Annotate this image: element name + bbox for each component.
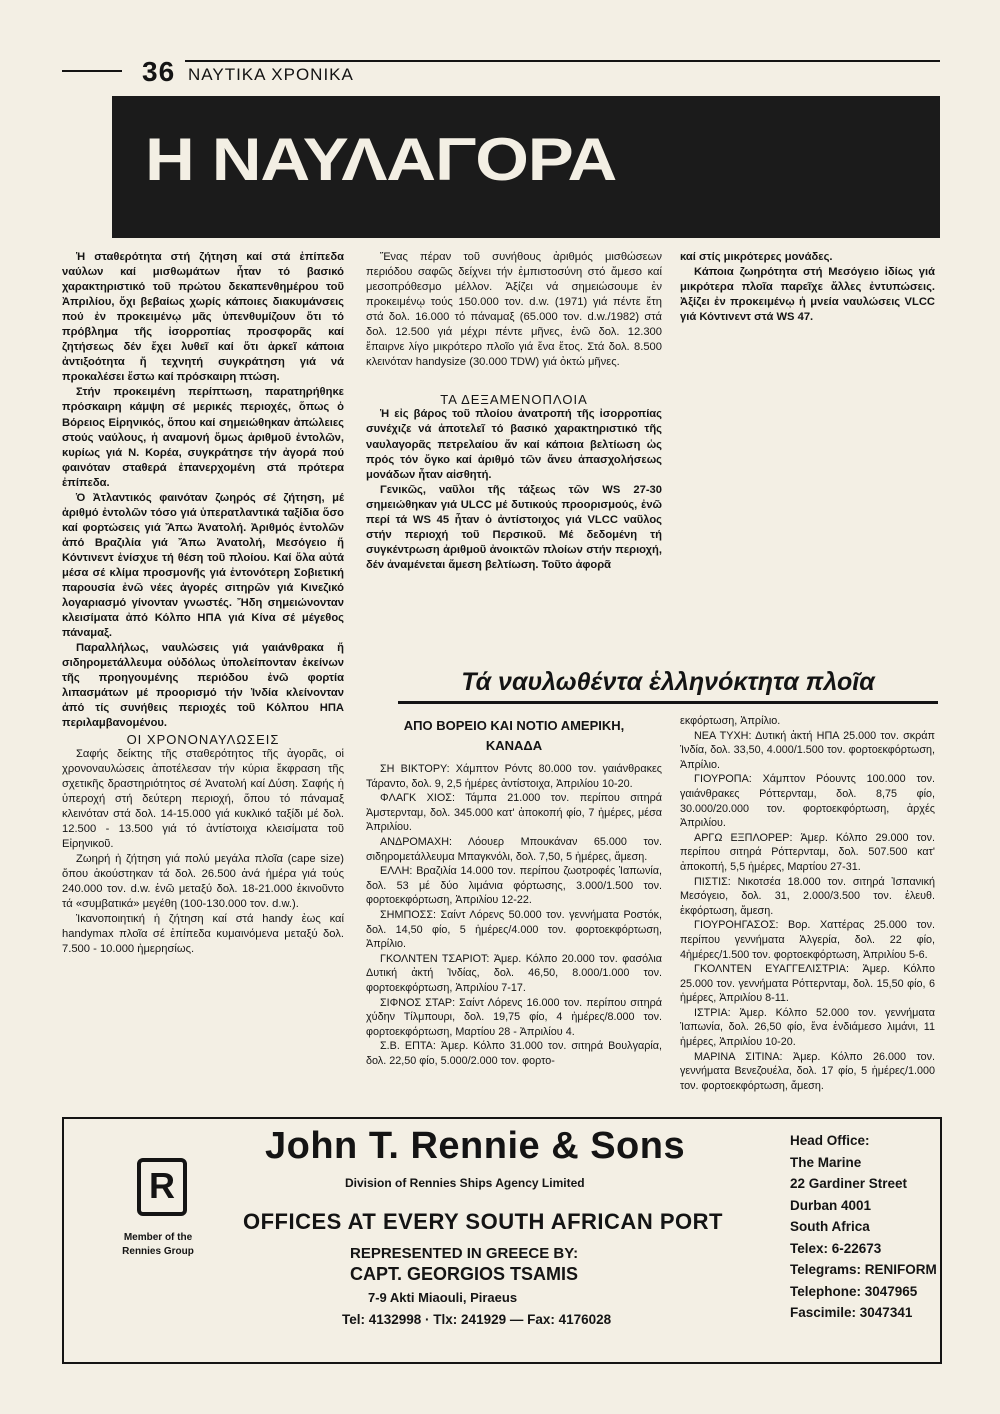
represented-line: REPRESENTED IN GREECE BY: bbox=[350, 1245, 579, 1262]
fixture-entry: ΓΚΟΛΝΤΕΝ ΕΥΑΓΓΕΛΙΣΤΡΙΑ: Ἀμερ. Κόλπο 25.000 τον. γεννήματα Ρόττερνταμ, δολ. 15,50 φίο, 6 ἡμέρες, Ἀπριλίου 8-11. bbox=[680, 963, 935, 1005]
col2-paragraph: Ἡ εἰς βάρος τοῦ πλοίου ἀνατροπή τῆς ἰσορροπίας συνέχιζε νά ἀποτελεῖ τό βασικό χαρακτηριστικό τῆς ναυλαγορᾶς πετρελαίου ἄν καί κάποια βελτίωση ὡς πρός τόν ὄγκο καί ἀριθμό τῶν ἄνευ ἀπασχολήσεως μονάδων ἦταν αἰσθητή. bbox=[366, 408, 662, 481]
division-line: Division of Rennies Ships Agency Limited bbox=[345, 1176, 585, 1190]
magazine-name: ΝΑΥΤΙΚΑ ΧΡΟΝΙΚΑ bbox=[188, 65, 354, 84]
head-office-line: South Africa bbox=[790, 1219, 870, 1234]
fixtures-title-underline bbox=[398, 701, 938, 704]
col1-heading: ΟΙ ΧΡΟΝΟΝΑΥΛΩΣΕΙΣ bbox=[126, 731, 280, 747]
fixture-entry: ΦΛΑΓΚ ΧΙΟΣ: Τάμπα 21.000 τον. περίπου σιτηρά Ἀμστερνταμ, δολ. 345.000 κατ' ἀποκοπή φίο, 7 ἡμέρες, μέσα Ἀπριλίου. bbox=[366, 792, 662, 834]
page-number: 36 bbox=[142, 56, 176, 87]
fixture-entry: ΜΑΡΙΝΑ ΣΙΤΙΝΑ: Ἀμερ. Κόλπο 26.000 τον. γεννήματα Βενεζουέλα, δολ. 17 φίο, 5 ἡμέρες/1.000 τον. φορτοεκφόρτωση, ἄμεση. bbox=[680, 1050, 935, 1092]
fixture-entry: ΑΝΔΡΟΜΑΧΗ: Λόουερ Μπουκάναν 65.000 τον. σιδηρομετάλλευμα Μπαγκνόλι, δολ. 7,50, 5 ἡμέρες, ἄμεση. bbox=[366, 835, 662, 863]
fixtures-section-heading bbox=[366, 716, 662, 756]
fixtures-right-column bbox=[680, 714, 935, 1093]
fixture-entry: ΣΗ ΒΙΚΤΟΡΥ: Χάμπτον Ρόντς 80.000 τον. γαιάνθρακες Τάραντο, δολ. 9, 2,5 ἡμέρες ἀντίστοιχα, Ἀπριλίου 10-20. bbox=[366, 763, 662, 790]
member-line-2: Rennies Group bbox=[122, 1246, 194, 1257]
fixture-entry: ΑΡΓΩ ΕΞΠΛΟΡΕΡ: Ἀμερ. Κόλπο 29.000 τον. περίπου σιτηρά Ρόττερνταμ, δολ. 507.500 κατ' ἀποκοπή, 5,5 ἡμέρες, Μαρτίου 27-31. bbox=[680, 831, 935, 873]
fixture-entry: εκφόρτωση, Ἀπρίλιο. bbox=[680, 715, 781, 727]
representative-name: CAPT. GEORGIOS TSAMIS bbox=[350, 1264, 579, 1284]
head-office-line: 22 Gardiner Street bbox=[790, 1176, 908, 1191]
fixtures-heading-line2: ΚΑΝΑΔΑ bbox=[485, 738, 543, 753]
fixture-entry: ΓΙΟΥΡΟΠΑ: Χάμπτον Ρόουντς 100.000 τον. γαιάνθρακες Ρόττερνταμ, δολ. 8,75 φίο, 30.000/20.000 τον. φορτοεκφόρτωση, ἀρχές Ἀπριλίου. bbox=[680, 773, 935, 830]
head-office-line: Telephone: 3047965 bbox=[790, 1283, 918, 1299]
col2-paragraph: Ἕνας πέραν τοῦ συνήθους ἀριθμός μισθώσεων περιόδου σαφῶς δείχνει τήν ἐμπιστοσύνη στό ἄμεσο καί μεσοπρόθεσμο μέλλον. Ἀξίζει νά σημειώσουμε ἐν προκειμένῳ τούς 150.000 τον. d.w. (1971) γιά πέντε ἔτη στά δολ. 16.000 τό πάναμαξ (65.000 τον. d.w./1982) στά δολ. 12.500 γιά μέχρι πέντε μῆνες, ἐνῶ δολ. 12.300 ἔπαιρνε λίγο μικρότερο πλοῖο γιά ἕνα ἔτος. Στά δολ. 8.500 κλεινόταν handysize (30.000 TDW) γιά ὀκτώ μῆνες. bbox=[366, 251, 662, 369]
fixture-entry: ΣΗΜΠΟΣΣ: Σαίντ Λόρενς 50.000 τον. γεννήματα Ροστόκ, δολ. 14,50 φίο, 5 ἡμέρες/4.000 τον. φορτοεκφόρτωση, Ἀπρίλιο. bbox=[366, 908, 662, 951]
col1-paragraph: Ἱκανοποιητική ἡ ζήτηση καί στά handy ἐως καί handymax πλοῖα σέ ἐπίπεδα κυμαινόμενα μεταξύ δολ. 7.500 - 10.000 ἡμερησίως. bbox=[62, 913, 344, 956]
header-rule-left bbox=[62, 70, 122, 72]
head-office-block bbox=[790, 1130, 937, 1324]
col1-paragraph: Ὁ Ἀτλαντικός φαινόταν ζωηρός σέ ζήτηση, μέ ἀριθμό ἐντολῶν τόσο γιά ὑπερατλαντικά ταξίδια ὅσο καί φορτώσεις γιά Ἄπω Ἀνατολή. Ἀριθμός ἐντολῶν ἀπό Βραζιλία γιά Ἄπω Ἀνατολή, Μεσόγειο ἤ Κόντινεντ ἐνίσχυε τή θέση τοῦ πλοίου. Καί ὅλα αὐτά μέσα σέ κλίμα προσμονῆς γιά ἐντονότερη Σοβιετική παρουσία ἐνῶ νέες ἀγορές σιτηρῶν γιά Κινεζικό λογαριασμό γίνονταν γνωστές. Ἤδη σημειώνονταν κλεισίματα ἀπό Κόλπο ΗΠΑ γιά Κίνα σέ μέγεθος πάναμαξ. bbox=[62, 491, 344, 640]
fixture-entry: ΙΣΤΡΙΑ: Ἀμερ. Κόλπο 52.000 τον. γεννήματα Ἰαπωνία, δολ. 26,50 φίο, ἕνα ἐνδιάμεσο λιμάνι, 11 ἡμέρες, Ἀπριλίου 10-20. bbox=[680, 1006, 935, 1049]
head-office-line: Telegrams: RENIFORM bbox=[790, 1262, 937, 1277]
fixtures-left-column bbox=[366, 762, 662, 1068]
article-column-3 bbox=[680, 250, 935, 325]
col1-paragraph: Σαφής δείκτης τῆς σταθερότητος τῆς ἀγορᾶς, οἱ χρονοναυλώσεις ἀποτέλεσαν τήν κύρια ἔκφραση τῆς σχετικῆς δραστηριότητος σέ Ἀνατολή καί Δύση. Σαφής ἡ ὑπεροχή στή δεύτερη περιοχή, ὅπου τό πάναμαξ κλεινόταν στά δολ. 14-15.000 γιά κυκλικό ταξίδι μέ δολ. 12.500 - 13.500 γιά τό ἀντίστοιχα κλεισίματα τοῦ Εἰρηνικοῦ. bbox=[62, 747, 344, 850]
article-column-1 bbox=[62, 250, 344, 957]
head-office-line: Telex: 6-22673 bbox=[790, 1240, 882, 1256]
col2-heading: ΤΑ ΔΕΞΑΜΕΝΟΠΛΟΙΑ bbox=[440, 392, 588, 408]
fixture-entry: ΠΙΣΤΙΣ: Νικοτσέα 18.000 τον. σιτηρά Ἰσπανική Μεσόγειο, δολ. 31, 2.000/3.500 τον. ἐλευθ. ἐκφόρτωση, ἄμεση. bbox=[680, 875, 935, 917]
fixture-entry: ΓΙΟΥΡΟΗΓΑΣΟΣ: Βορ. Χαττέρας 25.000 τον. περίπου γεννήματα Ἀλγερία, δολ. 22 φίο, 4ἡμέρες/1.500 τον. φορτοεκφόρτωση, Ἀπριλίου 5-6. bbox=[680, 919, 935, 961]
representative-address: 7-9 Akti Miaouli, Piraeus bbox=[368, 1290, 518, 1305]
head-office-line: Fascimile: 3047341 bbox=[790, 1305, 913, 1320]
fixture-entry: ΓΚΟΛΝΤΕΝ ΤΣΑΡΙΟΤ: Ἀμερ. Κόλπο 20.000 τον. φασόλια Δυτική ἀκτή Ἰνδίας, δολ. 46,50, 8.000/1.000 τον. φορτοεκφόρτωση, Ἀπριλίου 7-17. bbox=[366, 952, 662, 994]
fixture-entry: Σ.Β. ΕΠΤΑ: Ἀμερ. Κόλπο 31.000 τον. σιτηρά Βουλγαρία, δολ. 22,50 φίο, 5.000/2.000 τον. φορτο- bbox=[366, 1040, 662, 1067]
col2-paragraph: Γενικῶς, ναῦλοι τῆς τάξεως τῶν WS 27-30 σημειώθηκαν γιά ULCC μέ δυτικούς προορισμούς, ἐνῶ περί τά WS 45 ἦταν ὁ ἀντίστοιχος γιά VLCC ναῦλος στήν περιοχή τοῦ Περσικοῦ. Μέ δεδομένη τή συγκέντρωση ἀριθμοῦ ἀνοικτῶν πλοίων στήν περιοχή, δέν ἀναμένεται ἄμεση βελτίωση. Τοῦτο ἀφορᾶ bbox=[366, 483, 662, 571]
rennies-logo-icon: R bbox=[137, 1158, 187, 1216]
fixture-entry: ΝΕΑ ΤΥΧΗ: Δυτική ἀκτή ΗΠΑ 25.000 τον. σκράπ Ἰνδία, δολ. 33,50, 4.000/1.500 τον. φορτοεκφόρτωση, Ἀπρίλιο. bbox=[680, 729, 935, 771]
article-column-2 bbox=[366, 250, 662, 573]
fixtures-heading-line1: ΑΠΟ ΒΟΡΕΙΟ ΚΑΙ ΝΟΤΙΟ ΑΜΕΡΙΚΗ, bbox=[403, 718, 625, 733]
col1-paragraph: Παραλλήλως, ναυλώσεις γιά γαιάνθρακα ἤ σιδηρομετάλλευμα οὐδόλως ὑπολείπονταν ἐκείνων τῆς προηγουμένης περιόδου ἐνῶ φορτία λιπασμάτων μέ προορισμό τήν Ἰνδία κλείνονταν ἀπό τίς συνήθεις περιοχές τοῦ Κόλπου ΗΠΑ περιλαμβανομένου. bbox=[62, 642, 344, 730]
col1-paragraph: Ἡ σταθερότητα στή ζήτηση καί στά ἐπίπεδα ναύλων καί μισθωμάτων ἦταν τό βασικό χαρακτηριστικό τοῦ πρώτου δεκαπενθημέρου τοῦ Ἀπριλίου, ὄχι βεβαίως χωρίς κάποιες διακυμάνσεις πού ἐν προκειμένῳ μᾶς ὑπενθυμίζουν ὅτι τό πρόβλημα τῆς ἰσορροπίας προσφορᾶς καί ζητήσεως δέν ἔχει λυθεῖ καί ὅτι ἀρκεῖ κάποια ἀντιξοότητα ἤ τεχνητή συγκράτηση γιά νά προκαλέσει ἔστω καί πρόσκαιρη πτώση. bbox=[62, 251, 344, 384]
member-line-1: Member of the bbox=[123, 1232, 193, 1243]
col3-paragraph: καί στίς μικρότερες μονάδες. bbox=[680, 251, 833, 263]
representative-contacts: Tel: 4132998 · Tlx: 241929 — Fax: 4176028 bbox=[342, 1312, 612, 1327]
fixture-entry: ΣΙΦΝΟΣ ΣΤΑΡ: Σαίντ Λόρενς 16.000 τον. περίπου σιτηρά χύδην Τίλμπουρι, δολ. 19,75 φίο, 4 ἡμέρες/8.000 τον. φορτοεκφόρτωση, Μαρτίου 28 - Ἀπριλίου 4. bbox=[366, 996, 662, 1038]
header-rule-right bbox=[185, 60, 940, 62]
head-office-line: Durban 4001 bbox=[790, 1197, 872, 1213]
col1-paragraph: Ζωηρή ἡ ζήτηση γιά πολύ μεγάλα πλοῖα (cape size) ὅπου ἀκούστηκαν τά δολ. 26.500 ἀνά ἡμέρα γιά τούς 240.000 τον. d.w. ἐνῶ μεταξύ δολ. 18-21.000 ἐκινοῦντο τά «συμβατικά» μεγέθη (100-130.000 τον. d.w.). bbox=[62, 852, 344, 911]
col3-paragraph: Κάποια ζωηρότητα στή Μεσόγειο ἰδίως γιά μικρότερα πλοῖα παρεῖχε ἄλλες ἐντυπώσεις. Ἀξίζει ἐν προκειμένῳ ἡ μνεία ναυλώσεις VLCC γιά Κόντινεντ στά WS 47. bbox=[680, 266, 935, 324]
offices-line: OFFICES AT EVERY SOUTH AFRICAN PORT bbox=[243, 1209, 723, 1234]
head-office-line: Head Office: bbox=[790, 1133, 870, 1148]
col1-paragraph: Στήν προκειμένη περίπτωση, παρατηρήθηκε πρόσκαιρη κάμψη σέ μερικές περιοχές, ὅπως ὁ Βόρειος Εἰρηνικός, ὅπου καί σημειώθηκαν ἀπώλειες στούς ναύλους, ἡ αναμονή ὅμως ἀριθμοῦ ἐντολῶν, κυρίως γιά Ν. Κορέα, συγκράτησε τήν ἀγορά πού φαινόταν σταθερά ἐπανερχομένη στά πρότερα ἐπίπεδα. bbox=[62, 386, 344, 489]
banner-title: Η ΝΑΥΛΑΓΟΡΑ bbox=[145, 126, 617, 193]
company-name: John T. Rennie & Sons bbox=[265, 1125, 686, 1167]
fixtures-title: Τά ναυλωθέντα ἑλληνόκτητα πλοῖα bbox=[461, 668, 875, 696]
fixture-entry: ΕΛΛΗ: Βραζιλία 14.000 τον. περίπου ζωοτροφές Ἰαπωνία, δολ. 53 μέ δύο λιμάνια φόρτωσης, 3.000/1.500 τον. φορτοεκφόρτωση, Ἀπριλίου 12-22. bbox=[366, 865, 662, 907]
head-office-line: The Marine bbox=[790, 1154, 862, 1170]
